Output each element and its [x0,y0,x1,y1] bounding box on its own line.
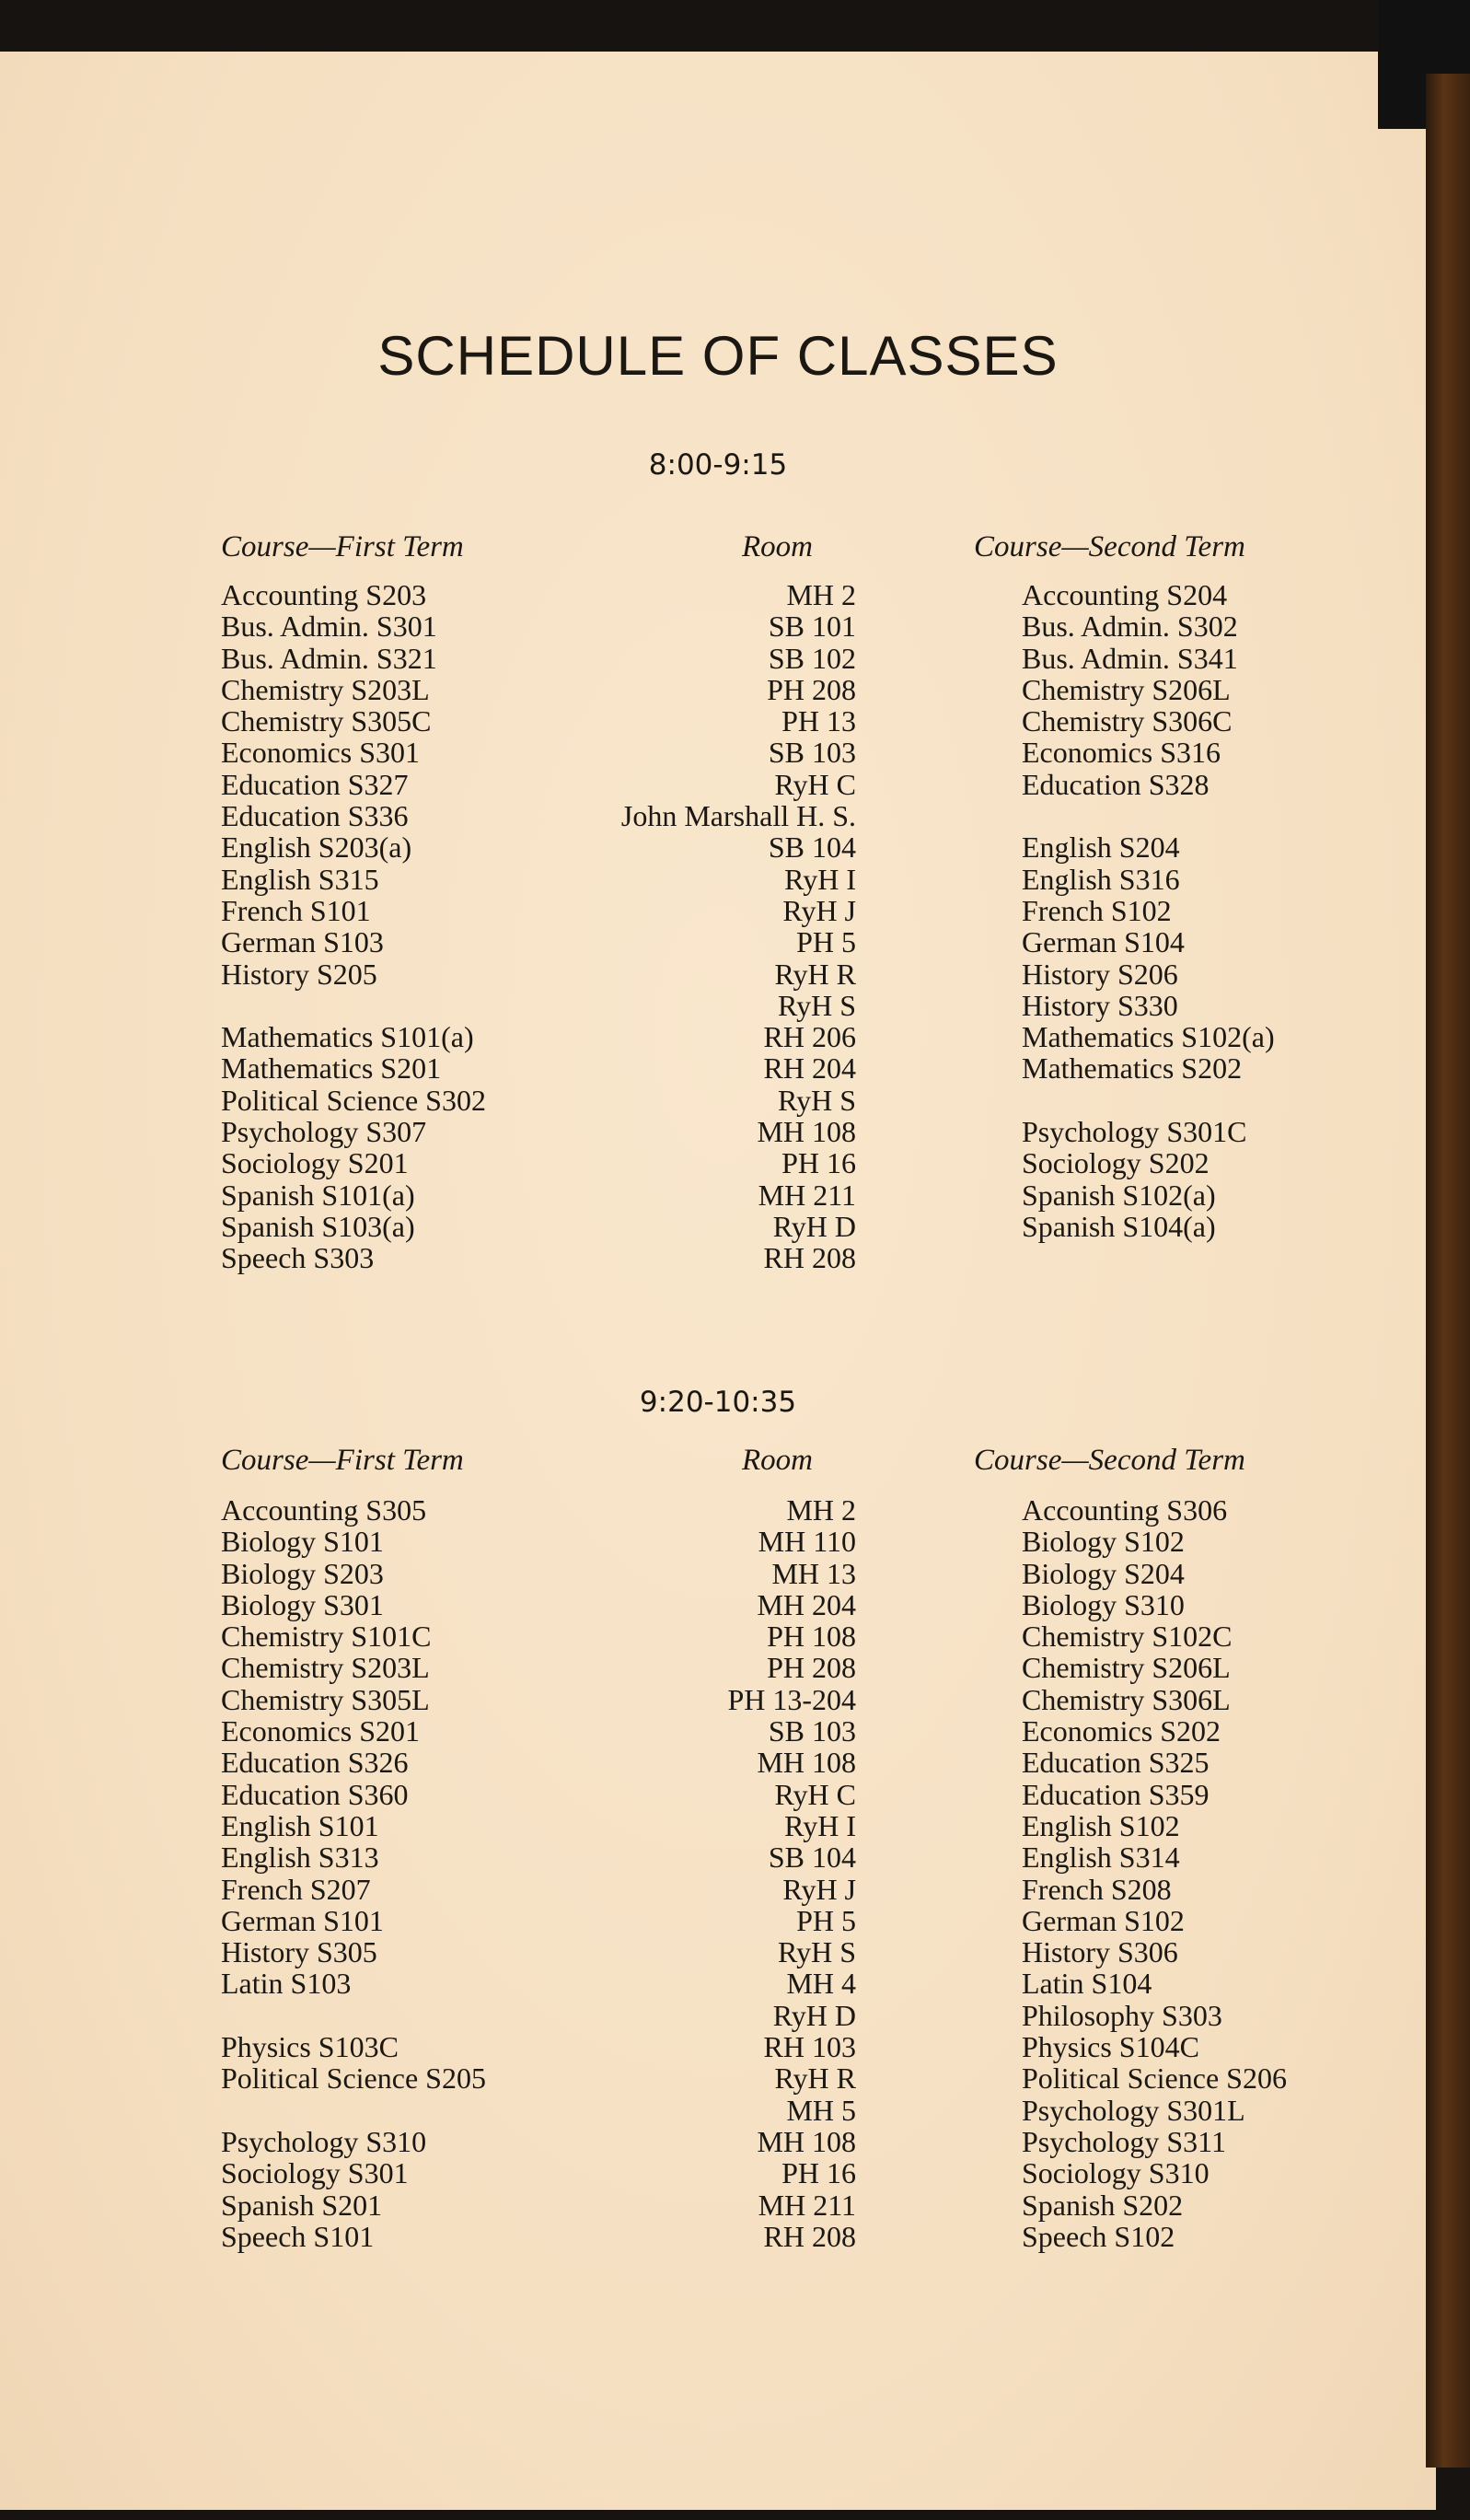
course-second-term: Bus. Admin. S341 [1022,641,1238,675]
course-first-term: Biology S203 [221,1556,384,1590]
schedule-table-2 [0,1494,1436,2252]
table-row [0,1494,1436,1526]
course-second-term: Biology S310 [1022,1587,1185,1621]
course-second-term: French S208 [1022,1872,1172,1906]
course-second-term: History S306 [1022,1935,1178,1969]
room: MH 108 [757,1746,856,1780]
course-first-term: Sociology S301 [221,2156,409,2190]
table-row [0,958,1436,990]
room: RyH J [782,893,856,927]
course-first-term: Political Science S302 [221,1083,486,1117]
course-first-term: Sociology S201 [221,1146,409,1180]
room: RyH S [778,1083,856,1117]
table-row [0,1558,1436,1589]
table-row [0,1052,1436,1084]
room: MH 5 [786,2093,856,2127]
room: PH 13 [781,704,856,738]
course-first-term: German S101 [221,1903,384,1937]
table-row [0,1968,1436,1999]
course-second-term: Education S328 [1022,767,1210,801]
course-second-term: Accounting S306 [1022,1493,1228,1527]
room: PH 108 [767,1620,856,1654]
table-row [0,737,1436,768]
room: John Marshall H. S. [620,799,856,833]
table-row [0,674,1436,705]
course-second-term: German S102 [1022,1903,1185,1937]
table-row [0,800,1436,831]
room: MH 108 [757,1115,856,1149]
course-first-term: English S313 [221,1841,379,1875]
room: PH 16 [781,2156,856,2190]
course-second-term: Chemistry S206L [1022,1651,1231,1685]
course-second-term: Political Science S206 [1022,2061,1287,2096]
course-second-term: Philosophy S303 [1022,1998,1222,2032]
table-row [0,1684,1436,1715]
table-row [0,831,1436,863]
table-row [0,1715,1436,1747]
table-row [0,1147,1436,1179]
table-row [0,1874,1436,1905]
room: MH 13 [771,1556,856,1590]
course-first-term: Accounting S203 [221,578,427,611]
course-first-term: Chemistry S203L [221,1651,430,1685]
table-row [0,2062,1436,2094]
table-row [0,2157,1436,2189]
course-second-term: Economics S202 [1022,1714,1221,1748]
course-first-term: German S103 [221,925,384,959]
room: PH 208 [767,1651,856,1685]
course-second-term: Chemistry S206L [1022,672,1231,706]
table-row [0,610,1436,642]
course-second-term: Education S359 [1022,1777,1210,1811]
course-first-term: Education S326 [221,1746,409,1780]
course-first-term: History S205 [221,957,377,991]
course-first-term: Speech S101 [221,2219,375,2253]
room: MH 211 [758,1178,856,1212]
table-row [0,1589,1436,1620]
course-first-term: Accounting S305 [221,1493,427,1527]
course-first-term: Education S336 [221,799,409,833]
course-first-term: Psychology S307 [221,1115,427,1149]
room: RyH J [782,1872,856,1906]
course-second-term: Chemistry S102C [1022,1620,1233,1654]
page-sheet [0,52,1436,2510]
course-second-term: Chemistry S306C [1022,704,1233,738]
room: SB 103 [768,736,856,770]
room: MH 4 [786,1967,856,2001]
room: RH 204 [763,1051,856,1086]
course-second-term: Biology S102 [1022,1525,1185,1559]
table-row [0,1652,1436,1683]
course-first-term: Chemistry S203L [221,672,430,706]
header-room-2: Room [742,1444,813,1477]
course-first-term: Education S327 [221,767,409,801]
table-row [0,2189,1436,2221]
header-first-term-2: Course—First Term [221,1444,464,1477]
course-second-term: Psychology S311 [1022,2124,1226,2158]
room: SB 104 [768,830,856,865]
course-second-term: Sociology S310 [1022,2156,1210,2190]
table-row [0,1085,1436,1116]
table-row [0,1179,1436,1211]
course-first-term: Bus. Admin. S321 [221,641,437,675]
page-title: SCHEDULE OF CLASSES [377,325,1059,387]
header-first-term-1: Course—First Term [221,530,464,563]
course-second-term: Spanish S102(a) [1022,1178,1216,1212]
course-first-term: Mathematics S201 [221,1051,442,1086]
header-second-term-2: Course—Second Term [974,1444,1245,1477]
room: RH 208 [763,2219,856,2253]
course-first-term: Mathematics S101(a) [221,1020,474,1054]
room: RH 206 [763,1020,856,1054]
course-first-term: Political Science S205 [221,2061,486,2096]
course-second-term: Sociology S202 [1022,1146,1210,1180]
course-first-term: Speech S303 [221,1241,375,1275]
course-first-term: Spanish S101(a) [221,1178,415,1212]
room: RyH R [774,2061,856,2096]
course-second-term: Spanish S202 [1022,2188,1184,2222]
course-second-term: Education S325 [1022,1746,1210,1780]
course-second-term: Latin S104 [1022,1967,1152,2001]
table-row [0,1779,1436,1810]
table-row [0,2126,1436,2157]
course-first-term: English S315 [221,862,379,896]
course-first-term: Chemistry S101C [221,1620,432,1654]
room: MH 211 [758,2188,856,2222]
room: RyH D [772,1998,856,2032]
course-first-term: English S101 [221,1808,379,1842]
course-first-term: Psychology S310 [221,2124,427,2158]
course-first-term: Economics S201 [221,1714,420,1748]
table-row [0,1620,1436,1652]
room: SB 102 [768,641,856,675]
time-heading-1: 8:00-9:15 [648,448,788,482]
room: SB 101 [768,610,856,644]
room: MH 108 [757,2124,856,2158]
table-row [0,1116,1436,1147]
course-first-term: Physics S103C [221,2030,399,2064]
course-second-term: Psychology S301L [1022,2093,1245,2127]
table-row [0,895,1436,926]
course-first-term: Chemistry S305C [221,704,432,738]
course-second-term: Economics S316 [1022,736,1221,770]
table-row [0,1841,1436,1873]
table-row [0,705,1436,737]
course-first-term: Economics S301 [221,736,420,770]
course-second-term: Physics S104C [1022,2030,1199,2064]
room: SB 104 [768,1841,856,1875]
room: RH 103 [763,2030,856,2064]
room: MH 110 [758,1525,856,1559]
course-second-term: English S204 [1022,830,1180,865]
table-row [0,643,1436,674]
table-row [0,1021,1436,1052]
room: RyH C [774,1777,856,1811]
room: RH 208 [763,1241,856,1275]
course-second-term: Speech S102 [1022,2219,1175,2253]
table-row [0,926,1436,958]
room: RyH C [774,767,856,801]
course-second-term: Mathematics S202 [1022,1051,1243,1086]
course-first-term: History S305 [221,1935,377,1969]
course-second-term: Accounting S204 [1022,578,1228,611]
room: MH 2 [786,1493,856,1527]
course-first-term: Spanish S103(a) [221,1209,415,1243]
room: MH 2 [786,578,856,611]
header-room-1: Room [742,530,813,563]
schedule-table-1 [0,579,1436,1274]
course-second-term: French S102 [1022,893,1172,927]
course-first-term: French S101 [221,893,371,927]
room: PH 16 [781,1146,856,1180]
course-first-term: English S203(a) [221,830,412,865]
course-first-term: Biology S301 [221,1587,384,1621]
room: PH 5 [796,925,856,959]
course-second-term: Biology S204 [1022,1556,1185,1590]
course-first-term: Spanish S201 [221,2188,383,2222]
course-first-term: Latin S103 [221,1967,352,2001]
course-second-term: English S102 [1022,1808,1180,1842]
course-second-term: English S316 [1022,862,1180,896]
table-row [0,1810,1436,1841]
course-second-term: Psychology S301C [1022,1115,1247,1149]
room: MH 204 [757,1587,856,1621]
room: RyH S [778,988,856,1022]
table-row [0,579,1436,610]
room: SB 103 [768,1714,856,1748]
room: RyH R [774,957,856,991]
room: PH 5 [796,1903,856,1937]
room: RyH I [784,1808,856,1842]
table-row [0,2031,1436,2062]
course-first-term: Chemistry S305L [221,1682,430,1716]
course-second-term: Mathematics S102(a) [1022,1020,1275,1054]
course-second-term: Spanish S104(a) [1022,1209,1216,1243]
course-first-term: Education S360 [221,1777,409,1811]
room: RyH S [778,1935,856,1969]
course-second-term: Bus. Admin. S302 [1022,610,1238,644]
course-first-term: Bus. Admin. S301 [221,610,437,644]
course-second-term: History S206 [1022,957,1178,991]
room: PH 13-204 [727,1682,856,1716]
room: RyH D [772,1209,856,1243]
course-second-term: Chemistry S306L [1022,1682,1231,1716]
table-row [0,2000,1436,2031]
table-row [0,1242,1436,1273]
course-second-term: History S330 [1022,988,1178,1022]
course-second-term: German S104 [1022,925,1185,959]
course-second-term: English S314 [1022,1841,1180,1875]
table-row [0,864,1436,895]
table-row [0,1747,1436,1778]
course-first-term: French S207 [221,1872,371,1906]
time-heading-2: 9:20-10:35 [639,1386,797,1419]
table-row [0,1936,1436,1968]
table-row [0,1526,1436,1557]
book-spine [1426,74,1470,2468]
course-first-term: Biology S101 [221,1525,384,1559]
table-row [0,990,1436,1021]
room: PH 208 [767,672,856,706]
header-second-term-1: Course—Second Term [974,530,1245,563]
table-row [0,1905,1436,1936]
room: RyH I [784,862,856,896]
table-row [0,2221,1436,2252]
table-row [0,2095,1436,2126]
table-row [0,769,1436,800]
table-row [0,1211,1436,1242]
